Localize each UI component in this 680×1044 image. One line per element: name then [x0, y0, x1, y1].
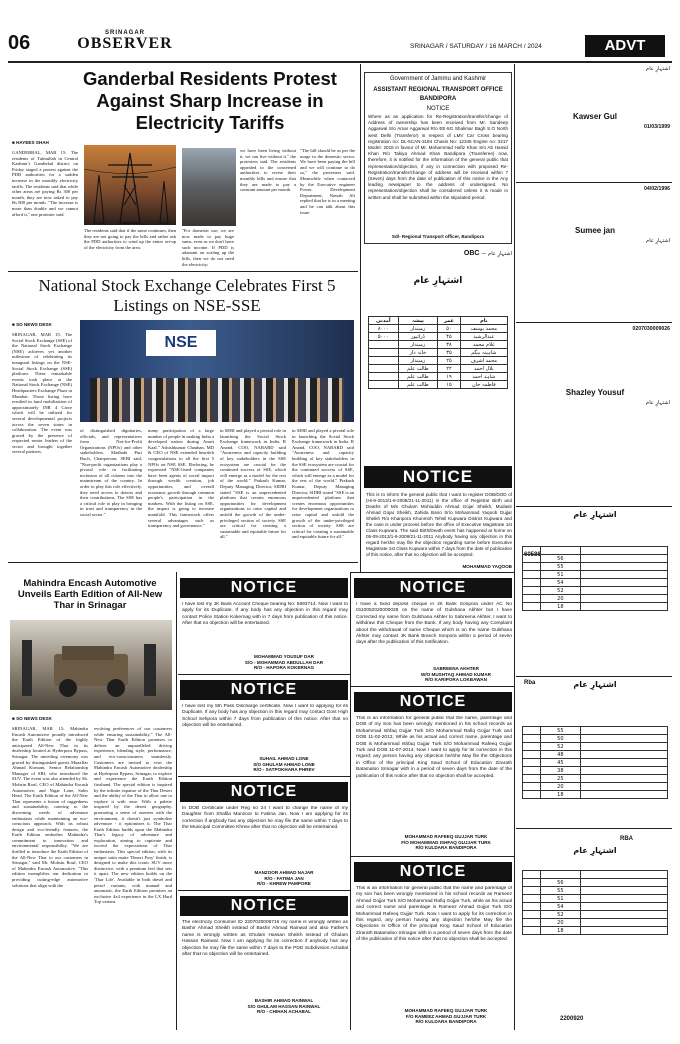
table-row: [369, 373, 508, 381]
table-cell: [523, 919, 541, 927]
edition-line: SRINAGAR / SATURDAY / 16 MARCH / 2024: [410, 43, 542, 50]
table-row: [523, 791, 668, 799]
table-cell: [369, 341, 399, 349]
story2-col1: SRINAGAR, MAR 15: The Social Stock Exchange (SSE) of the National Stock Exchange (NSE) achieves yet another milestone of celebrating its inaugural listings on the NSE-Social Stock Exchange (SSE) platform. These remarkable events took place at the National Stock Exchange (NSE) Headquarters Exchange Plaza in Mumbai. Those listing have resulted in fund mobilization of approximately INR 4 Crore which will be utilized for several developmental projects across the seven states in collaboration. The event was graced by the presence of respected senior leaders of the sector and brought together several partners.: [12, 332, 72, 455]
table-row: [523, 547, 668, 555]
table-cell: خانہ دار: [398, 349, 438, 357]
table-cell: [369, 381, 399, 389]
table-cell: ۴۵: [438, 333, 460, 341]
header-rule: [8, 61, 672, 63]
table-row: [523, 783, 668, 791]
table-cell: [523, 571, 541, 579]
notice-n3-rule: [178, 890, 350, 891]
table-cell-number: 52: [540, 587, 580, 595]
table-cell-number: 20: [540, 783, 580, 791]
gov-notice-title: NOTICE: [426, 106, 450, 112]
urdu-name-shazley: Shazley Yousuf: [565, 388, 625, 397]
urdu-table1-header-cell: نام: [460, 317, 507, 325]
story1-col5: "The bill should be as per the usage in the domestic sector. We have been paying the bill and we will continue to do so," the protesters said. Meanwhile when contacted by the Executive engineer Power Development Department, Nawab Ali replied that he is in a meeting and he can talk about this issue.: [300, 148, 355, 215]
table-row: [369, 349, 508, 357]
notice-n7-rule: [350, 856, 514, 857]
story1-headline: Ganderbal Residents Protest Against Sharp Increase in Electricity Tariffs: [83, 68, 337, 133]
notice-n2-title: NOTICE: [180, 680, 348, 700]
table-cell: [523, 783, 541, 791]
notice-n3-sig3: R/O - KHREW PAMPORE: [257, 881, 311, 887]
table-cell: [581, 767, 668, 775]
table-row: [523, 571, 668, 579]
table-cell: [581, 911, 668, 919]
notice-n4-title: NOTICE: [180, 896, 348, 916]
notice-n7-body: This is an information for general public that the name, parentage and DOB of my Son has been wrongly mentioned in his school records as Mohammad Ishfaq Gojjar Turk S/O Mohammad Rafiq Gojjar Turk and DOB 11-02-2013, While as his actual and correct name, parentage and DOB is Mohammad Ishfaq Gujjar Turk S/O Mohammad Rafeeq Gujjar Turk and DOB 11-07-2014. Now I want to apply for its correction in this regard; any person having any objection he/She May file the Objections in Office of the principal King Saud School of Education Zirarath Batamaloo Srinagar with in a period of seven days from the date of the publication of this notice after that no objection shall be accepted.: [356, 716, 512, 779]
notice-n7-sig2: F/O MOHAMMAD ISHFAQ GUJJAR TURK: [401, 839, 491, 845]
table-cell-number: 45: [540, 759, 580, 767]
table-cell: [581, 603, 668, 611]
urdu-col-ad5-title: اشتہارِ عام: [573, 680, 617, 689]
notice-n5-sig: MOHAMMAD YAQOOB: [462, 564, 512, 569]
table-row: [369, 365, 508, 373]
table-cell: طالب علم: [398, 373, 438, 381]
notice-n3-title: NOTICE: [180, 782, 348, 802]
urdu-table2-body: [523, 547, 668, 611]
notice-n8-sig3: R/O KULDARA BANDIPORA: [415, 1019, 477, 1025]
table-cell: [369, 365, 399, 373]
urdu-col-ad1-body: [520, 124, 670, 180]
table-cell: محمد اشرف: [460, 357, 507, 365]
urdu-bottom-number: 2200920: [560, 1016, 584, 1022]
notice-n7-sig: [380, 834, 512, 851]
urdu-table1-header-cell: عمر: [438, 317, 460, 325]
mid-ad-rule: [514, 64, 515, 1030]
table-cell-number: 51: [540, 895, 580, 903]
table-cell: [581, 563, 668, 571]
table-row: [523, 555, 668, 563]
table-cell: [523, 895, 541, 903]
table-cell: محمد یوسف: [460, 325, 507, 333]
urdu-table2: [522, 546, 668, 611]
notice-n1-rule: [178, 674, 350, 675]
story3-byline: ■ SO NEWS DESK: [12, 716, 52, 721]
notice-n5-rule: [350, 572, 514, 573]
table-cell: فاطمہ جان: [460, 381, 507, 389]
urdu-table1-body: [369, 317, 508, 389]
notice-n1-sig2: S/O - MOHAMMAD ABDULLAH DAR: [244, 659, 324, 665]
table-cell: [581, 743, 668, 751]
story1-divider: [8, 271, 358, 272]
table-cell: [523, 871, 541, 879]
urdu-col-ad3-text: اشتہارِ عام: [645, 400, 670, 406]
notice-n7-sig3: R/O KULDARA BANDIPORA: [415, 845, 477, 851]
notice-n4-sig3: R/O - CHIHAN ACHABAL: [257, 1009, 311, 1015]
urdu-date1: 01/03/1999: [644, 124, 670, 130]
story3-headline: Mahindra Encash Automotive Unveils Earth Edition of All-New Thar in Srinagar: [17, 578, 163, 611]
notice-n4-sig2: S/O GHULAM HASSAN RAINWAL: [247, 1003, 321, 1009]
notice-n1-title: NOTICE: [180, 578, 348, 598]
table-cell: زمیندار: [398, 341, 438, 349]
notice-n2-rule: [178, 776, 350, 777]
urdu-col-ad2: [520, 186, 670, 222]
notice-n2-sig1: SUHAIL AHMAD LONE: [259, 756, 309, 761]
urdu-table4: [522, 870, 668, 935]
table-row: [369, 381, 508, 389]
table-cell: [581, 735, 668, 743]
table-cell: [523, 595, 541, 603]
table-cell: ۱۹: [438, 373, 460, 381]
notice-n6-rule: [350, 686, 514, 687]
table-cell-number: 25: [540, 775, 580, 783]
urdu-ad1-obc: OBC: [463, 250, 480, 257]
notice-n5-title: NOTICE: [364, 466, 512, 488]
table-cell-number: 56: [540, 555, 580, 563]
table-cell: [581, 547, 668, 555]
table-row: [523, 879, 668, 887]
table-cell: [581, 783, 668, 791]
urdu-rule3: [516, 506, 672, 507]
table-cell: [581, 775, 668, 783]
table-row: [523, 735, 668, 743]
table-row: [523, 919, 668, 927]
urdu-table3: [522, 726, 668, 799]
urdu-ad1-intro: اشتہارِ عام — OBC: [463, 250, 512, 257]
table-cell: [581, 595, 668, 603]
gov-notice-dept1: Government of Jammu and Kashmir: [389, 76, 487, 82]
table-cell: [523, 603, 541, 611]
notice-n8-sig: [380, 1008, 512, 1025]
table-row: [523, 603, 668, 611]
table-cell: [581, 879, 668, 887]
protest-photo: [182, 148, 236, 226]
story3-col2: evolving preferences of our customers while ensuring sustainability." The All-New Thar Earth Edition promises to deliver an unparalleled driving experience, blending style, performance, and eco-consciousness seamlessly. Customers are invited to visit the Mahindra Encash Automotive dealership at Hyderpora Bypass, Srinagar, to explore and experience the Earth Edition firsthand. The special edition is inspired by the infinite expanse of the Thar Desert and the ability of the Thar to allow one to explore it with ease. With a palette inspired by the desert geography, promoting a sense of oneness with the environment, it doesn't just symbolise adventure - it epitomizes it. The Thar Earth Edition builds upon the Mahindra Thar's legacy of adventure and exploration, aiming to captivate and exceed the expectations of Thar enthusiasts. This special edition, with its unique satin matte 'Desert Fury' finish, is designed to make this iconic SUV more distinctive, with a premium feel that sets it apart. The new edition builds on the 'Thar Life'. Available in both diesel and petrol variants, with manual and automatic, the Earth Edition promises an exclusive 4x4 experience in the LX Hard Top variant.: [94, 726, 172, 905]
masthead-top: SRINAGAR: [104, 30, 145, 36]
table-cell-number: 55: [540, 887, 580, 895]
masthead: [70, 30, 180, 58]
notice-n1-body: I have lost my JK Bank Account Cheque bearing No: 5693714. Now I want to apply for its Duplicate. If any body has any objection in this regard may contact Police Station Kokernag with in 7 days from publication of this notice. After that no objection will be entertained.: [182, 602, 348, 627]
urdu-col-ad4-title: اشتہارِ عام: [573, 510, 617, 519]
notice-n1-sig3: R/O - HAPORA KOKERNAG: [253, 665, 315, 671]
notice-n5-body: This is to inform the general public that I want to register DOB/DOD of (Hi-9-2013/1-9-2008/21-11-2011) in the office of Registrar Birth and Deaths of M/s Ghulam Mohiuddin Ahmad Gojar Sheikh, Mudasir Ahmad Gojar Sheikh, Zahida Bano Sr/o Mohammad Yaqoob Gujjar Sheikh R/o Khanpora Khunmoh Tehsil Kupwara District Kupwara and the case is under process before the office of Executive Magistrate 1st Class Kupwara. The said Birth/Death event has happened at home on 05-09-2013/1-9-2008/21-11-2011 Anybody having any objection in this regard he/she may file the objection regarding same before Executive Magistrate 1st Class Kupwara within 7 days from the date of publication of this notice, after that no objection will be accepted.: [366, 492, 512, 557]
table-row: [523, 871, 668, 879]
table-cell: ۵۰۰۰: [369, 333, 399, 341]
table-cell-number: 55: [540, 563, 580, 571]
notice-n4-body: The electricity Consumer ID 2207020006716 my name is wrongly written as Bashir Ahmad Sheikh instead of Bashir Ahmad Rainwal and also Father's name is wrongly written as Ghulam Hassan Sheikh instead of Ghulam Hassan Rainwal. Now I am applying for its correction if anybody has any objection he may file the same within 7 days to the PDD Subdivision Achabal after that no objection will be entertained.: [182, 920, 348, 958]
table-cell: [523, 743, 541, 751]
notice-n8-body: This is an information for general public that the name and parentage of my son has been wrongly mentioned in his school records as Rameez Ahmad Gojjar Turk S/O Mohammad Rafiq Gojjar Turk, while as his actual and correct name and parentage is Rameez Ahmad Gujjar Turk S/O Mohammad Rafeeq Gujjar Turk. Now I want to apply for its correction in this regard, any person having any objection he/She May file the Objections in Office of the principal King Saud School of Education Zirarath Batamaloo Srinagar with in a period of seven days from the date of the publication of this notice after that no objection shall be accepted.: [356, 886, 512, 943]
table-cell: [581, 887, 668, 895]
table-cell: [523, 791, 541, 799]
urdu-col-ad6-title: اشتہارِ عام: [573, 846, 617, 855]
table-cell: شاہینہ بیگم: [460, 349, 507, 357]
table-cell: [523, 555, 541, 563]
story2-col5: in SEBI and played a pivotal role in launching the Social Stock Exchange framework in India. R Anand, COO, NABARD said "Awareness and capacity building of key stakeholders in the SSE ecosystem are crucial for the continued success of SSE, which will emerge as a model for the rest of the world." Prakash Kumar, Deputy Managing Director, SIDBI stated "SSE is an unprecedented platform that creates enormous opportunities for development organizations to raise capital and unfold the growth of the under-privileged section of society. SSE are critical for creating a sustainable and equitable future for all.": [292, 428, 354, 540]
table-cell: [523, 735, 541, 743]
table-cell-number: [540, 871, 580, 879]
urdu-table4-body: [523, 871, 668, 935]
table-row: [369, 357, 508, 365]
story2-headline: National Stock Exchange Celebrates First 5 Listings on NSE-SSE: [38, 276, 336, 315]
table-cell-number: 20: [540, 595, 580, 603]
notice-n7-sig1: MOHAMMAD RAFEEQ GUJJAR TURK: [404, 834, 488, 839]
story1-byline: ■ HAYEES SHAH: [12, 140, 49, 145]
urdu-col-ad2-text: اشتہارِ عام: [645, 238, 670, 244]
table-cell: [581, 555, 668, 563]
table-row: [523, 563, 668, 571]
urdu-col-ad3-body: [520, 400, 670, 504]
table-cell: [581, 587, 668, 595]
story2-byline: ■ SO NEWS DESK: [12, 322, 52, 327]
notice-n2-sig3: R/O - SATPOKHARA PHREV: [253, 767, 315, 773]
table-cell-number: 18: [540, 791, 580, 799]
urdu-rba2: RBA: [620, 836, 633, 842]
table-cell: [581, 579, 668, 587]
urdu-table3-body: [523, 727, 668, 799]
table-cell: بلال احمد: [460, 365, 507, 373]
story2-divider: [8, 562, 358, 563]
story1-col4: we have been living without it, we can live without it," the protesters said. The residents appealed to the concerned authorities to revise their monthly bills and ensure that they are made to pay a constant amount per month.: [240, 148, 296, 193]
gov-notice-body: Where as an application for Re-Registration/transfer/change of Address of ownership has been received from Mr. Sandeep Aggarwal S/o Amar Aggarwal R/o EE-5G Shalimar Bagh S.O North west Delhi (Transferor) in respect of LMV Car Cross bearing registration no: DL-5CAN-3194 Chasis No: 12345 Engine no: 3217 Model: 2018 in favour of Mr. Mohammad Hafiz Khan S/o Ab Hamid Khan R/o Takiya Ahmad Khan Bandipora (Transferee) now, therefore, it is notified for the information of the general public that representation/objection, if any in connection with proposed Re-Registration/transfer/change of address will be received within 7 (Seven) days from the date of publication of this notice in the Any leading newspaper to the address of undersigned. No representation/objection shall be considered unless it is made in written and shall be submitted within the stipulated period.: [368, 114, 508, 200]
table-cell: [523, 911, 541, 919]
urdu-rule2: [516, 322, 672, 323]
notice-n3-sig1: MANZOOR AHMAD NAJAR: [254, 870, 314, 875]
table-cell: [523, 563, 541, 571]
table-row: [523, 759, 668, 767]
urdu-rule5: [516, 828, 672, 829]
notice-n2-sig: [220, 756, 348, 773]
table-cell: ۸۰۰۰: [369, 325, 399, 333]
table-cell: [523, 727, 541, 735]
editorial-ad-rule: [360, 64, 361, 572]
table-row: [523, 595, 668, 603]
table-cell: [523, 767, 541, 775]
urdu-number4: 60586: [524, 552, 541, 558]
table-cell: ڈرائیور: [398, 333, 438, 341]
table-row: [523, 743, 668, 751]
nse-logo: NSE: [146, 330, 216, 356]
table-row: [523, 911, 668, 919]
table-cell: [581, 927, 668, 935]
nse-photo: [80, 320, 354, 422]
table-row: [369, 341, 508, 349]
table-cell: [523, 927, 541, 935]
story2-col3: many participation of a large number of people in making India a developed nation during Amrit Kaal." Ashishkumar Chauhan, MD & CEO of NSE extended heartfelt congratulations to all the first 5 NPOs on NSE SSE. Ebeloring, he expressed "NSE-listed companies have been agents of social impact through wealth creation, job opportunities, and overall economic growth through common people's participation in the markets. With the listing on SSE, the impact is going to increase manifold. This framework offers several advantages such as transparency and governance.": [148, 428, 214, 529]
notice-n3-sig2: R/O - FATIMA JAN: [264, 875, 304, 881]
table-cell: شاہد احمد: [460, 373, 507, 381]
notice-n2-sig2: S/O GHULAM AHMAD LONE: [253, 761, 315, 767]
table-cell-number: 51: [540, 571, 580, 579]
notice-n3-body: In DOB Certificate under Reg no 24 I want to change the name of my Daughter from Shafila Manzoor to Fatima Jan. Now I am applying for its correction if anybody has any objection he may file the same within 7 days to the Municipal Committee Khrew after that no objection will be entertained.: [182, 806, 348, 831]
table-cell: [523, 879, 541, 887]
table-row: [523, 927, 668, 935]
vehicle-icon: [10, 620, 172, 710]
table-cell: ۳۸: [438, 341, 460, 349]
table-row: [523, 895, 668, 903]
urdu-table1-header-cell: آمدنی: [369, 317, 399, 325]
urdu-ad1-intro-text: اشتہارِ عام: [487, 251, 512, 257]
urdu-rule1: [516, 182, 672, 183]
urdu-rba: Rba: [524, 680, 536, 686]
urdu-table1-header-cell: پیشہ: [398, 317, 438, 325]
table-cell: ۲۵: [438, 357, 460, 365]
table-cell-number: 56: [540, 879, 580, 887]
story1-col2: The residents said that if the same continues, then they are not going to pay the bills and rather ask the PDD authorities to wind up the entire set-up of the electricity from the area.: [84, 228, 176, 250]
notice-n6-sig3: R/O KARIPORA LOKBAWAN: [425, 677, 487, 683]
table-cell: [369, 349, 399, 357]
table-cell-number: 48: [540, 751, 580, 759]
story2-col2: of distinguished dignitaries, officials, and representatives from Not-for-Profit Organizations (NPOs) and other stakeholders. Madhabi Puri Buch, Chairperson, SEBI said, "Non-profit organizations play a pivotal role in facilitating inclusion of all citizens into the mainstream of the country. In order to play this role effectively, they need access to donors and their contributions. The SSE has a critical role to play in bringing in trust and transparency in the social sector.": [80, 428, 142, 517]
urdu-ad1-title: اشتہارِ عام: [413, 276, 463, 286]
table-cell-number: 18: [540, 927, 580, 935]
notice-n4-sig: [220, 998, 348, 1015]
notice-n1-sig1: MOHAMMAD YOUSUF DAR: [254, 654, 314, 659]
notice-n2-body: I have lost my 5th Pass Discharge certificate. Now I want to applying for its Duplicate. If any body has any objection in this regard may contact Govt High School Sehpora within 7 days from publication of this notice. After that no objection will be entertained.: [182, 704, 348, 729]
thar-photo: [10, 620, 172, 710]
notice-n6-sig1: SABREENA AKHTER: [433, 666, 479, 671]
table-cell: [581, 759, 668, 767]
notice-n8-sig2: F/O RAMEEZ AHMAD GUJJAR TURK: [405, 1013, 487, 1019]
table-row: [523, 903, 668, 911]
table-cell: [581, 727, 668, 735]
table-cell-number: 55: [540, 727, 580, 735]
table-cell: [581, 903, 668, 911]
section-tag: ADVT: [585, 35, 665, 57]
table-cell-number: 38: [540, 767, 580, 775]
table-cell-number: 54: [540, 579, 580, 587]
story1-col1: GANDERBAL, MAR 15: The residents of Tulmullah in Central Kashmir's Ganderbal district on Friday staged a protest against the PDD authorities for a sudden increase in the monthly electricity tariffs. The residents said that while other areas are paying Rs 300 per month, they are now asked to pay Rs 800 per month. "The increase is more than double and we cannot afford it," one protester said.: [12, 150, 78, 217]
story1-col3: "For domestic use, we are now made to pay huge sums, even as we don't have such income. If PDD is adamant on scaling up the bills, then we do not need the electricity;: [182, 228, 234, 267]
urdu-name-kawser: Kawser Gul: [572, 112, 617, 121]
urdu-col-ad2-body: [520, 238, 670, 320]
story3-col1: SRINAGAR, MAR 15: Mahindra Encash Automotive proudly introduced the Earth Edition of the highly anticipated All-New Thar in its dealership located at Hyderpora Bypass, Srinagar. The unveiling ceremony was graced by distinguished guests Muzaffar Ahmad Kirmani, Senior Relationship Manager of SBI, who introduced the SUV. The event was also attended by Sh. Mohsin Rouf, CEO of Mahindra Encash Automotive, and Nigar Lone, Sales Head. The Earth Edition of the All-New Thar represents a fusion of ruggedness and sustainability, catering to the discerning needs of adventure enthusiasts while maintaining an eco-conscious approach. With its robust design and eco-friendly features, the Earth Edition embodies Mahindra's commitment to innovation and environmental responsibility. "We are thrilled to introduce the Earth Edition of the All-New Thar to our customers in Srinagar," said Mr. Mohsin Rouf, CEO of Mahindra Encash Automotive. "This edition exemplifies our dedication to providing cutting-edge automotive solutions that align with the: [12, 726, 88, 888]
table-cell: ۱۵: [438, 381, 460, 389]
table-row: [523, 767, 668, 775]
table-row: [523, 887, 668, 895]
table-row: [523, 587, 668, 595]
table-row: [523, 775, 668, 783]
story1-byline-text: HAYEES SHAH: [16, 140, 49, 145]
story2-col4: in SEBI and played a pivotal role in launching the Social Stock Exchange framework in India. R Anand, COO, NABARD said "Awareness and capacity building of key stakeholders in the SSE ecosystem are crucial for the continued success of SSE, which will emerge as a model for the rest of the world." Prakash Kumar, Deputy Managing Director, SIDBI stated "SSE is an unprecedented platform that creates enormous opportunities for development organizations to raise capital and unfold the growth of the under-privileged section of society. SSE are critical for creating a sustainable and equitable future for all.": [220, 428, 286, 540]
table-row: [369, 325, 508, 333]
nse-people-row: [90, 378, 344, 422]
notice-n7-title: NOTICE: [354, 692, 512, 712]
table-cell: [523, 587, 541, 595]
table-row: [523, 579, 668, 587]
table-cell: [523, 887, 541, 895]
story2-byline-text: SO NEWS DESK: [16, 322, 52, 327]
table-cell: [523, 759, 541, 767]
notice-n4-sig1: BASHIR AHMAD RAINWAL: [254, 998, 314, 1003]
table-row: [523, 727, 668, 735]
table-cell: زمیندار: [398, 357, 438, 365]
urdu-table1-header: [369, 317, 508, 325]
page-number: 06: [8, 32, 31, 54]
table-cell: [523, 579, 541, 587]
table-cell: غلام محمد: [460, 341, 507, 349]
table-cell: [581, 791, 668, 799]
urdu-col-ad3: [520, 326, 670, 386]
urdu-table1: [368, 316, 508, 389]
table-cell: [581, 871, 668, 879]
urdu-number3: 0207030009026: [632, 326, 670, 332]
table-cell: [523, 775, 541, 783]
urdu-col-ad1-text: اشتہارِ عام: [645, 66, 670, 72]
table-cell: [523, 751, 541, 759]
table-cell-number: 18: [540, 603, 580, 611]
notice-n6-sig: [400, 666, 512, 683]
urdu-date2: 04/02/1996: [644, 186, 670, 192]
masthead-title: OBSERVER: [77, 35, 173, 52]
notice-n6-sig2: W/O MUSHTAQ AHMAD KUMAR: [421, 671, 491, 677]
table-cell-number: [540, 547, 580, 555]
urdu-name-sumee: Sumee jan: [574, 226, 615, 235]
table-cell: عبدالرشید: [460, 333, 507, 341]
notice-n8-title: NOTICE: [354, 862, 512, 882]
notice-n6-title: NOTICE: [354, 578, 512, 598]
notice-n3-sig: [220, 870, 348, 887]
table-cell-number: 52: [540, 743, 580, 751]
gov-notice-dept2: ASSISTANT REGIONAL TRANSPORT OFFICE BANDIPORA: [373, 87, 503, 102]
table-cell-number: 52: [540, 911, 580, 919]
table-cell: [581, 919, 668, 927]
table-cell: ۲۲: [438, 365, 460, 373]
table-cell: [369, 373, 399, 381]
notice-n1-sig: [220, 654, 348, 671]
story3-side-rule: [176, 572, 177, 1030]
table-cell-number: 20: [540, 919, 580, 927]
power-pylon-icon: [84, 145, 176, 225]
table-cell: ۵۰: [438, 325, 460, 333]
notice-n8-sig1: MOHAMMAD RAFEEQ GUJJAR TURK: [404, 1008, 488, 1013]
table-cell-number: 54: [540, 903, 580, 911]
table-cell: زمیندار: [398, 325, 438, 333]
center-rule: [350, 572, 351, 1030]
table-cell: [581, 571, 668, 579]
table-cell: [369, 357, 399, 365]
table-cell: [581, 895, 668, 903]
table-cell: طالب علم: [398, 381, 438, 389]
table-cell: [581, 751, 668, 759]
pylon-photo: [84, 145, 176, 225]
table-cell: طالب علم: [398, 365, 438, 373]
table-cell: [523, 903, 541, 911]
gov-notice-sig: Sd/- Regional Transport officer, Bandipora: [391, 234, 485, 239]
table-row: [523, 751, 668, 759]
story3-byline-text: SO NEWS DESK: [16, 716, 52, 721]
table-cell-number: 50: [540, 735, 580, 743]
table-row: [369, 333, 508, 341]
urdu-rule4: [516, 676, 672, 677]
table-cell: ۳۵: [438, 349, 460, 357]
table-cell: [523, 547, 541, 555]
notice-n6-body: I have a fixed deposit cheque in JK Bank Sonpora under AC No 0110052020000028 on the name of Gulshana Akhter but I have Corrected my name from Gulshana Akhter to Sabreena Akhter. I want to withdraw this Cheque from the Bank. If any body having any Complaint about the withdrawal of same Cheque which is on the name Gulshana Akhter may contact JK Bank Branch Sonpora within a period of seven days after the publication of this notification.: [356, 602, 512, 646]
